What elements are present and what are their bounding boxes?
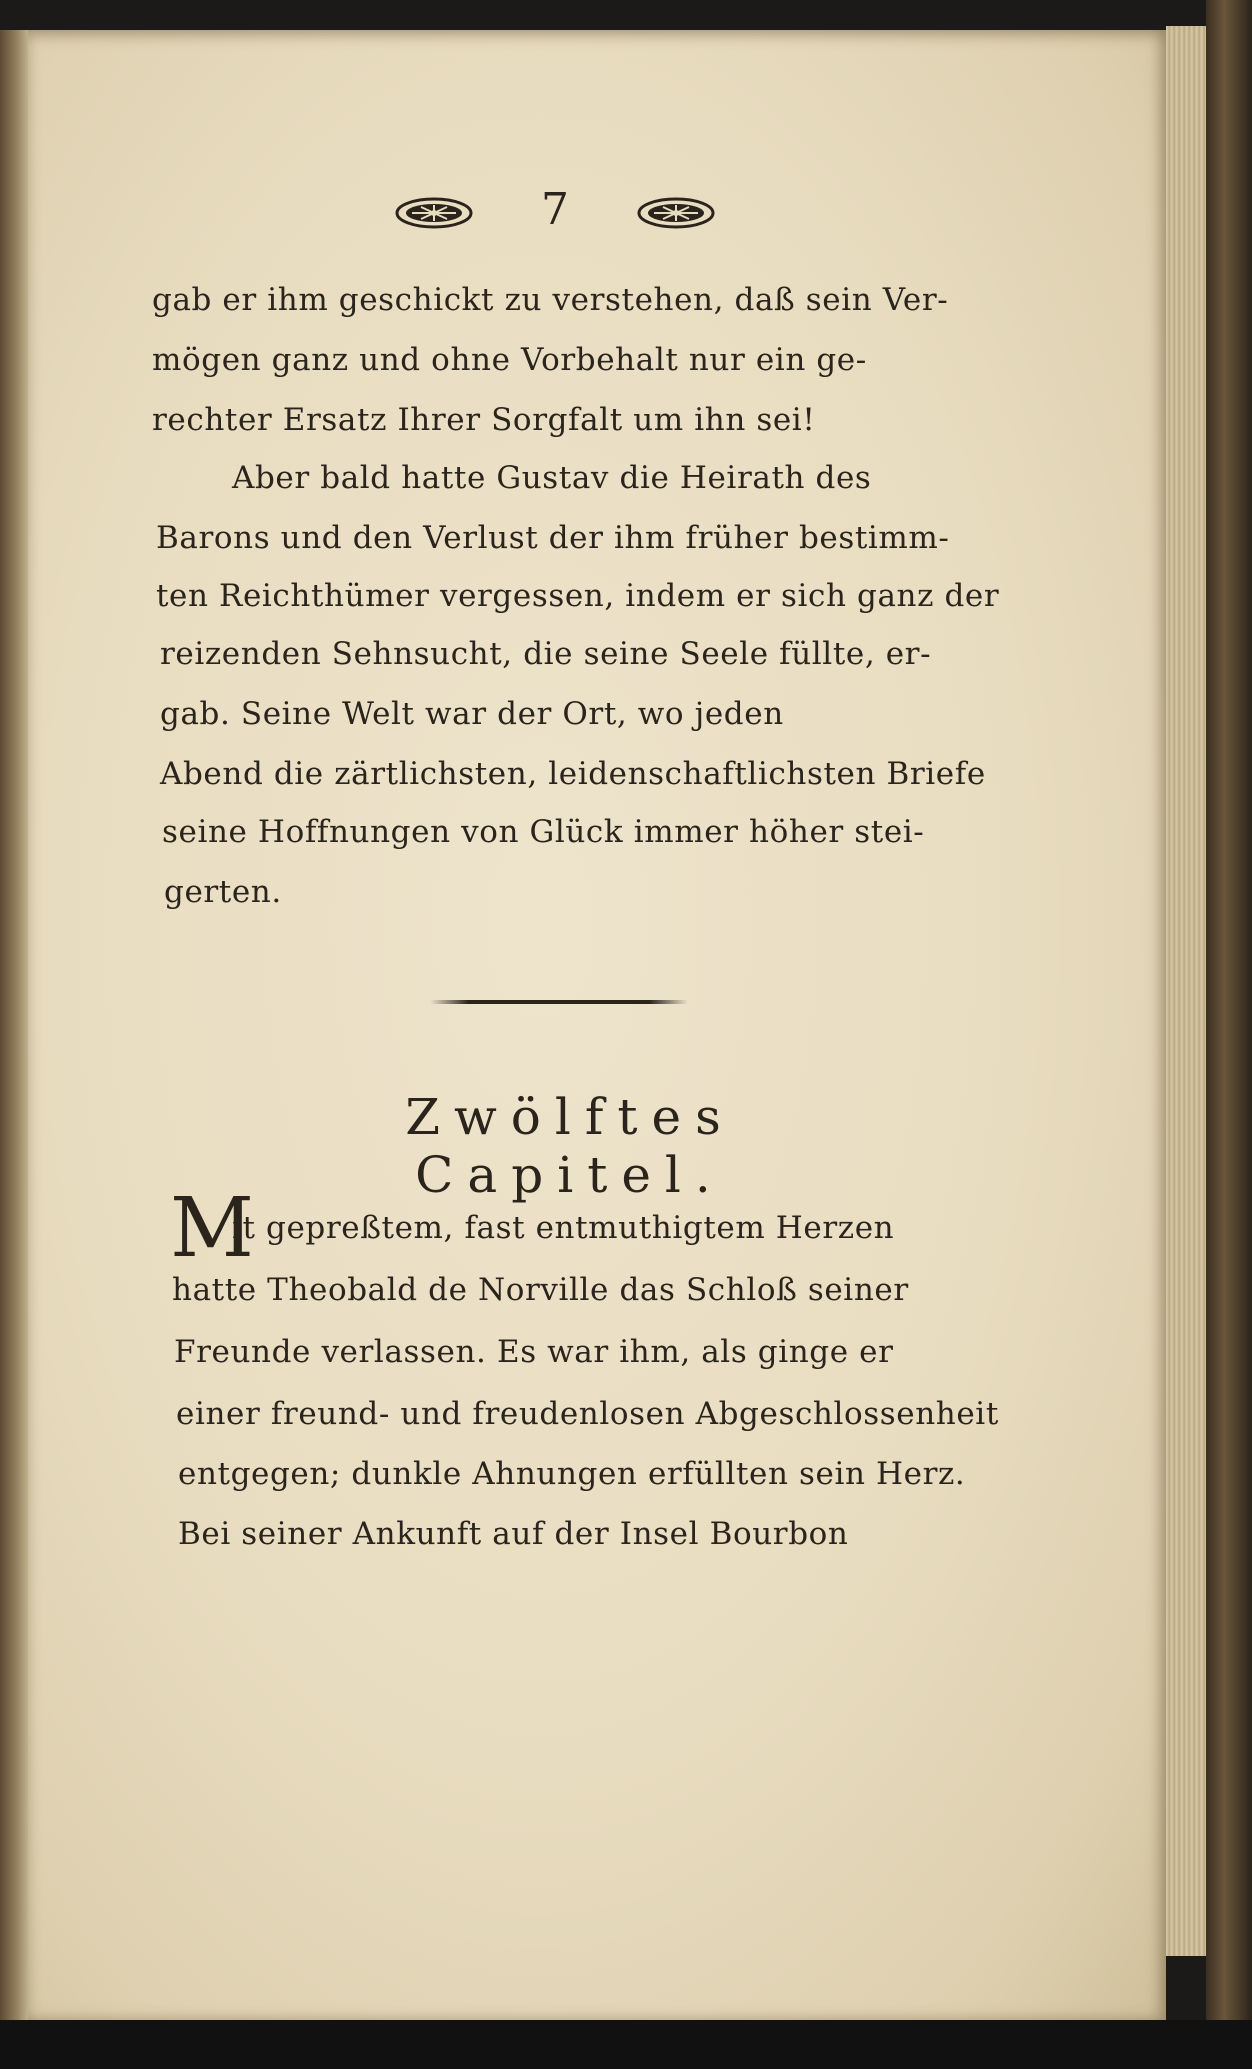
text-line: mögen ganz und ohne Vorbehalt nur ein ge- (152, 342, 867, 378)
text-line: ten Reichthümer vergessen, indem er sich ganz der (156, 578, 1000, 614)
text-line: entgegen; dunkle Ahnungen erfüllten sein Herz. (178, 1456, 966, 1492)
book-cover-edge (1206, 0, 1252, 2069)
page-header (395, 184, 715, 238)
left-page-edge (0, 30, 30, 2040)
text-line: hatte Theobald de Norville das Schloß seiner (172, 1272, 909, 1308)
text-line: gerten. (164, 874, 282, 910)
text-line: Bei seiner Ankunft auf der Insel Bourbon (178, 1516, 849, 1552)
text-line: it gepreßtem, fast entmuthigtem Herzen (232, 1210, 895, 1246)
text-line: Abend die zärtlichsten, leidenschaftlichsten Briefe (160, 756, 986, 792)
page-stack-edge (1166, 26, 1206, 1956)
book-page (28, 30, 1166, 2020)
text-line: einer freund- und freudenlosen Abgeschlossenheit (176, 1396, 999, 1432)
text-line: Barons und den Verlust der ihm früher bestimm- (156, 520, 950, 556)
text-line: gab er ihm geschickt zu verstehen, daß sein Ver- (152, 282, 949, 318)
bottom-shadow (0, 2020, 1252, 2069)
text-line: Freunde verlassen. Es war ihm, als ginge er (174, 1334, 894, 1370)
rosette-ornament-right-icon (637, 196, 715, 230)
page-number: 7 (541, 184, 569, 235)
section-divider (430, 1000, 688, 1004)
chapter-title: Zwölftes Capitel. (405, 1088, 735, 1204)
text-line: gab. Seine Welt war der Ort, wo jeden (160, 696, 784, 732)
drop-cap: M (170, 1181, 254, 1276)
text-line: rechter Ersatz Ihrer Sorgfalt um ihn sei! (152, 402, 816, 438)
text-line: seine Hoffnungen von Glück immer höher stei- (162, 814, 925, 850)
text-line: Aber bald hatte Gustav die Heirath des (232, 460, 872, 496)
text-line: reizenden Sehnsucht, die seine Seele füllte, er- (160, 636, 932, 672)
